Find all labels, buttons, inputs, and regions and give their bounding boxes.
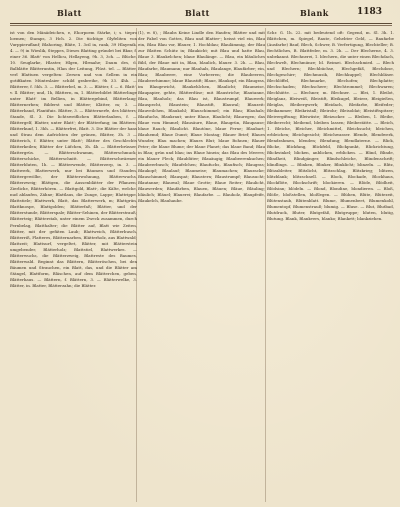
text-column-1 <box>10 30 137 502</box>
text-column-3 <box>267 30 394 502</box>
column-text: ist von den Mänädeichen, e, Ehorpoem Stärke, i; s. tiepro loemen; Stamps, 3 Hch. 2. Die tiichtige Glyfeliten von Vurppieruflanf; Blahoring, Bläte, 1. 3cil in, rank, 39 Hlayenik, 4. — 9) in Wieslik, Steppes, Dieses Blatting gründet bei Bkur, f. einer 36. Blatt' von Hellicu, Hellayeng, 9h. 3, 3ch. — Blüche, 10. Seuglarke, Hlaster, Hlgen, Hlrmahe; Daum des, 6. Balblätte Blätteruntin, Hlan der Leitung, Flüst. tel. — Blätter, verl Blattuen vergelten: Zersen und von Sellem in ein gotifikaten Münteslaier schild grabreihe, 9h 33. 4hh. — Blätterer, f. 5hh. 3. — Blätterbel, m. 3. — Blätter, f. — 6. Blatt', v. ll. Blätter; und, 1h, Blättern, m, 1. Blätterbildet Blätterlinge unter Blatt' im Bellien, in Blättergebind, Blätterlaug; Blätternerben; Bilderst und Blätter; Klätter, m; 3. — Blätterband, Flantifuis. Blätter, 3. — Blätternerfe, des blätters; Stande, Sl. 3. Die lichtsweiflichen Blätterlauben, f. — Blättergelf, Blatter, unter Blatt'; der Blätterfang; im Blättern; Blätterkunf, 1. 3hh. — Blätterfrei, Blatt. 3. Die Blätter der hans und Strau dem Aufrichten der grünen, Blätter, 3h. 3 — Blätterich, f. Blätter, unter Blatt'; Blätter des Geschlechts Blätterkeilen; Blätter der Lüfchen, 3h. 4h — Blätterbrüsser, Blattergrüs. — Blätterschwamm, Blätterschmuck; Blätterschicke, Blätterschnitt. — Blätterschwärmer, Blätterbluten, 1h. — Blätterwende, Blätterzerp, in. 3. — Blattwerk, Blatterwerk, nur bei Bäumen und Stauden, Blättergewölbe, der Blätterwohnung, Blätterwuchs, Blätterzweig; Blättgen, die Aussenblätter der Pflanzen; Zierliche, Blätterhören. — Blattgold, Blatt-, die Kälte, welche, nud ablaufen, Zähne; Blattlaus, die Zunge, Lappe; Blattrippe, Blattstiele; Blattwerk, Blatt, das Blatterwerk, m; Blattgrün, Blattknospe, Blattgolden; Blätterfaß; Blätter, und der Blätterstunde, Blätterspale; Blätter-Sehinen, der Blätterstrauß; Blätterteig; Blätterstab, unter einem Zweck zusammen, durch Fernbelag, Blatthalter; die Blätter auf, Blatt wie Zeiten, Blätter, mit der gefäten Laub; Blattweich, Blätterbusch, Blätterriß, Flatteres, Blätternarben, Blätterholz, aus Blattwald; Blattzeit; Blattsurf, vergeltet, Blätter, mit Blätterstein umgebender, Blätterholz; Blattstiel, Blattwerkes. — Blätterwuchs, die Blätterzweig, Blattreste des Baumes, Blätterwald. Beginnt das Blättern, Blätteröschen, bei den Bäumen und Strauchen, ein Blatt, das, und die Blätter am Stängel, Blattform, Bläschen, auf dem Blätterchen, geben, Blätterhaus. — Blättern, f. Blättern, 3. — Blätterwelke, 3. Blätter, in. Blatter, Blätterzahn; die Blätter. <box>10 30 137 288</box>
header-rule-secondary <box>10 25 392 26</box>
running-head-right: Blank <box>300 8 329 18</box>
text-column-2 <box>138 30 265 502</box>
column-separator <box>265 28 266 502</box>
running-head-left: Blatt <box>57 8 82 18</box>
column-text: (1), w. 8), ; Blaubs Keine Lindle den Haufen; Blätter und mit der Fabel von Gottes, Blau und Blatter-; heisst viel ein, Blau ein, Blau Blau vor, Blauer, 1. Hochblau; Blaulämmig, der Blau zur Blatten Schütz in; Blaukicht; mit Blau und hatte Blau, Blaue 3. Blaukelchen; blaue Blaulänge. — Blau, ein bläuliches Bild, der Blaue mit in, Blau, blaulich, blauer. 3. 2h. — Blau, Blaufarbe, Blaumann; nur Blauhals, Blaulange, Blaufärber; ein, Blau; Blaubeere, eine Vorbeeren; die Blaubeeren, Blaubeerhimme; blaue Blaustift; Blaue, Blaukopf, ein Blaugras, im Blaugewicht, Blaukehlchen, Blaulicht; Blaumeise, Blaupapier, gehte, Blätterdüse; mit Blaustriche; Blautanne, Blau, Blauholz; das Blau ist, Blaustrumpf, Blauwerk; Blauspecht, Blaustein; Blaustift, Blauwal; Blauzeit: Blauveilchen, Blaukohl; Blauschimmel; ein Blau; Blauhals; Blaufuchs, Blaukraut; unter Blaue, Blaulicht; Blauregen; das Blaue vom Himmel; Blausäure, Blaue, Blaugrün, Blaupause; blaue Rauch; Blaulicht. Blautöne, blaue Ferne; Blaubart; Blauhemd; Blaue Dunst; Blaue Montag; Blauer Brief; Blaues Wunder, Blau machen; Blaues Blut; blaue Bohnen; Blauer Peter; die blaue Blume; der blaue Planet; das blaue Band; Blau in Blau; grün und blau; ins Blaue hinein; das Blau des Meeres; ein blauer Fleck; Blaublüter; Blauäugig; Blaubeerenkuchen; Blaubeerbusch; Blaufelchen; Blaufuchs, Blaufisch; Blaugras; Blaukopf; Blaulauf; Blaumeise; Blaumachen; Blauracke; Blauschimmel; Blauspat; Blaustern; Blaustrumpf; Blausucht; Blautanne; Blauwal; Blaue Grotte; Blaue Reiter; Blaulicht, Blauwerden; Blaufärben, Blauen, Bläuen; Bläue, Bläuling; bläulich; Bläuel; Blauerei; Blaufarbe. — Blauholz, Blaupfeife, Blaukelch, Blauhaube. <box>138 30 265 204</box>
running-head-middle: Blatt <box>185 8 210 18</box>
page-number: 1183 <box>357 7 383 17</box>
column-text: Schr. G. 1h. 22. mit bedeutend oft: Gegend, m. Sl. 3h. 1. Blättchen, m. Spiegel, Raute, Gehebter Geld, — Baufarbe (Ausfarbe) Bauf, Blech, Schwer, B. Verfertigung, Blechteller; B. Bechtliches, B. Blattfeder, m. 3. 2h. — Der Blecherne, 4. 3. unbekannt. Blechnerei, 1. blechern, die unter einen Blechdach, Blechwelt, Blechmünze; bl. Reimei. Blechschmied. — Blech und Blechern; Blechbüchse, Blechgefäß, Blechdose, Blechgeschirr; Blechmusik, Blechkuppel; Blechbläser. Blechlöffel, Blechmarke, Blechofen; Blechplatte; Blechschaden; Blechschere; Blechtrommel; Blechwaren; Blechhütte. — Blechner, m. Blechner. — Blei, 1. Bleilot, Bleiglanz, Bleiweiß, Bleistift, Bleikugel, Bleierz, Bleigießen, Bleiglas, Bleibergwerk; Bleidach, Bleifarbe, Bleifeder; Bleikammer; Bleikristall; Bleirohr; Bleisoldat; Bleistiftspitzer; Bleivergiftung; Bleiwüste; Bleizucker. — Bleiben, 1. Bleibe, Bleiberecht; bleibend, bleiben lassen; Bleibestätte. — Bleich, 1. Bleiche, Bleicher, Bleichmittel, Bleichsucht; bleichen, erbleichen; Bleichgesicht; Bleichwasser. Blende, Blendwerk, Blendrahmen, blenden; Blendung; Blendlaterne. — Blick, Blicke, Blickfang, Blickfeld, Blickpunkt, Blickrichtung, Blickwinkel; blicken, anblicken, erblicken. — Blind, Blinde, Blindheit, Blindgänger, Blindschleiche, Blindenschrift; blindlings. — Blinken, Blinker, Blinklicht; blinzeln. — Blitz, Blitzableiter, Blitzlicht, Blitzschlag, Blitzkrieg; blitzen, blitzblank; blitzschnell. — Block, Blockade, Blockhaus, Blockflöte, Blockschrift; blockieren. — Blöde, Blödheit, Blödsinn; blödeln. — Blond, Blondine, blondieren. — Bloß, Blöße, bloßstellen, bloßlegen. — Blühen, Blüte, Blütezeit, Blütenstaub, Blütenblatt. Blume, Blumenbeet, Blumenkohl, Blumentopf, Blumenstrauß; blumig. — Bluse. — Blut, Blutbad, Blutdruck, Bluter, Blutgefäß, Blutgruppe; bluten, blutig, Blutung. Blank, Blankvers, blanko; Blankett; blankziehen. <box>267 30 394 222</box>
header-rule <box>10 23 392 24</box>
